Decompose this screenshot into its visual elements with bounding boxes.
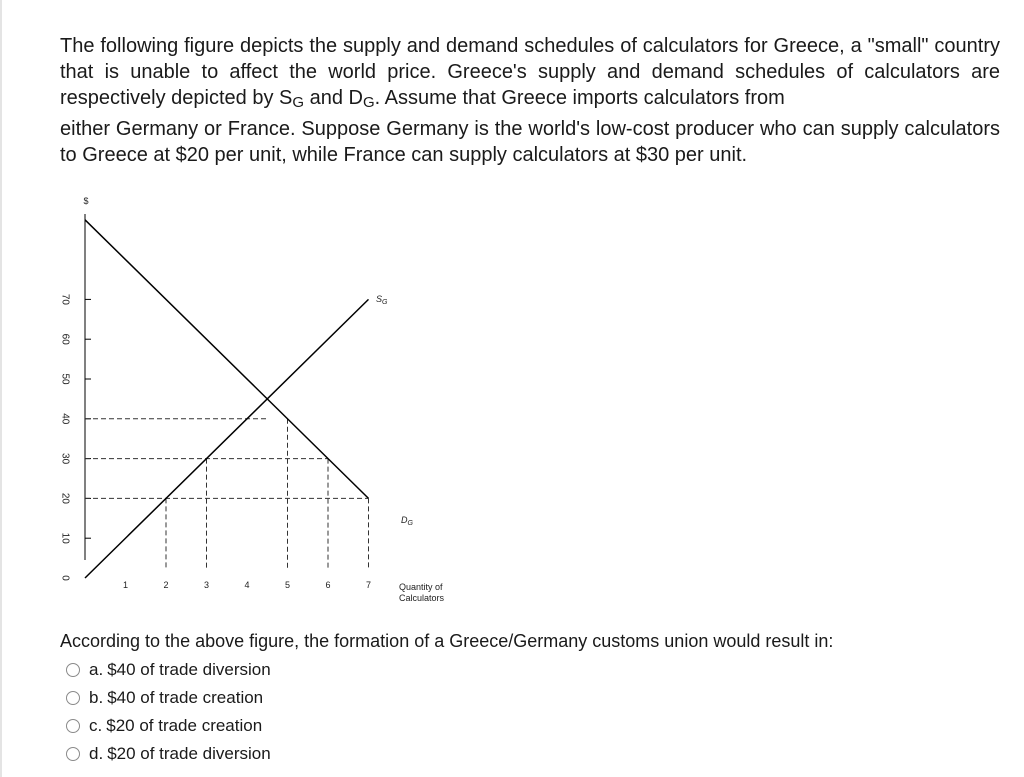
subscript-g: G [292,94,305,111]
x-axis-label-line2: Calculators [399,593,445,603]
y-tick-label: 0 [59,575,71,581]
subscript-g: G [362,94,375,111]
supply-curve-label-sub: G [382,299,388,306]
y-tick-label: 50 [59,373,71,385]
radio-button[interactable] [66,719,80,733]
y-tick-label: 20 [59,492,71,504]
x-tick-label: 5 [284,580,291,590]
y-tick-label: 10 [59,532,71,544]
y-tick-label: 60 [59,333,71,345]
option-b[interactable] [66,684,271,712]
supply-curve-label-main: S [376,294,383,304]
question-text-part: The following figure depicts the supply and demand schedules of calculators for Greece, a "small" country that is unable to affect the world price. Greece's supply and demand schedules of calculators are respectively depicted by S [60,35,1000,109]
x-tick-label: 3 [203,580,210,590]
x-tick-label: 2 [163,580,169,590]
question-prompt: According to the above figure, the formation of a Greece/Germany customs union would result in: [60,631,834,651]
y-tick-label: 40 [59,413,71,425]
y-axis-label: $ [83,196,89,206]
option-letter: c. [89,716,103,735]
option-a[interactable] [66,656,271,684]
option-letter: a. [89,660,104,679]
option-label: $20 of trade diversion [107,744,271,763]
option-c[interactable] [66,712,271,740]
question-text-part: and D [304,87,363,109]
demand-curve-label-sub: G [407,520,413,527]
question-paragraph-2: either Germany or France. Suppose Germany is the world's low-cost producer who can supply calculators to Greece at $20 per unit, while France can supply calculators at $30 per unit. [60,118,1000,166]
radio-button[interactable] [66,747,80,761]
x-tick-label: 6 [325,580,331,590]
option-label: $40 of trade creation [107,688,264,707]
demand-curve-label [401,515,414,527]
demand-curve-label-main: D [401,515,408,525]
x-tick-label: 1 [122,580,129,590]
option-letter: d. [89,744,104,763]
option-d[interactable] [66,740,271,768]
option-letter: b. [89,688,104,707]
y-tick-label: 70 [59,293,71,305]
supply-curve-label [376,294,388,306]
option-label: $40 of trade diversion [107,660,271,679]
answer-options [66,656,271,768]
radio-button[interactable] [66,691,80,705]
demand-curve [85,220,369,499]
supply-curve [85,299,369,578]
option-label: $20 of trade creation [106,716,263,735]
question-text-part: . Assume that Greece imports calculators from [374,87,785,109]
x-tick-label: 7 [365,580,372,590]
x-axis-label-line1: Quantity of [399,582,443,592]
radio-button[interactable] [66,663,80,677]
y-tick-label: 30 [59,453,71,465]
x-tick-label: 4 [244,580,250,590]
